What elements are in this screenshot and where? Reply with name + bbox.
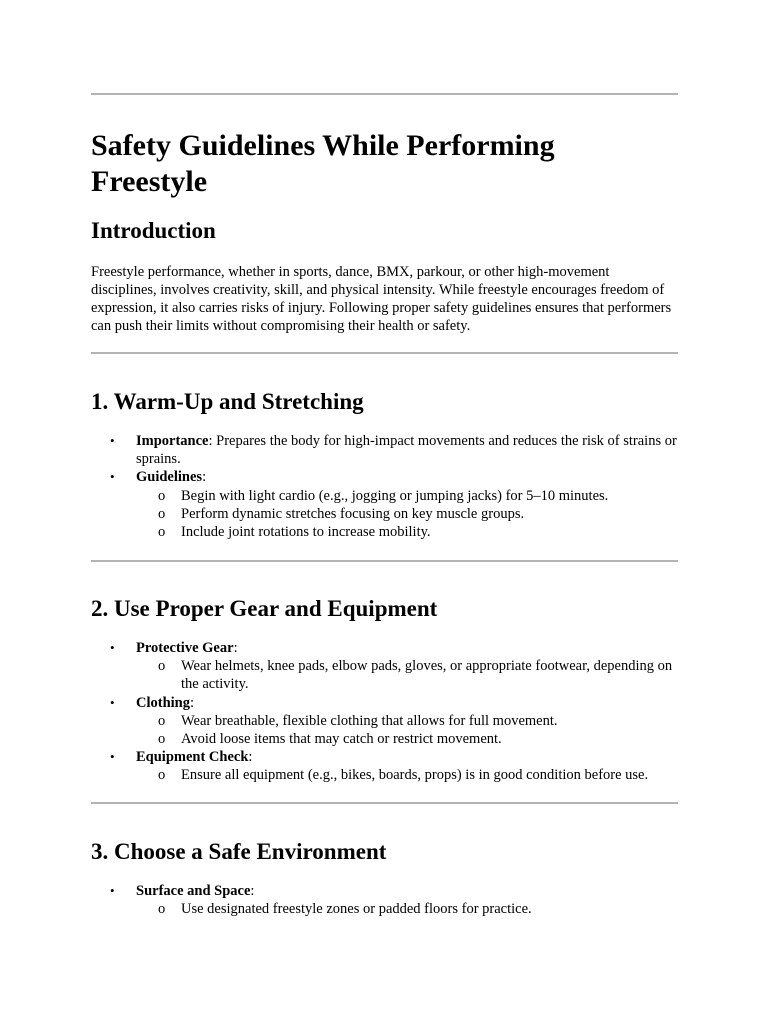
sub-bullet-icon: o bbox=[158, 487, 166, 504]
bullet-icon: • bbox=[110, 749, 115, 765]
bullet-icon: • bbox=[110, 640, 115, 655]
section-heading: 1. Warm-Up and Stretching bbox=[91, 389, 364, 414]
bullet-icon: • bbox=[110, 433, 115, 448]
item-label: Protective Gear bbox=[136, 640, 234, 656]
sub-list-item bbox=[136, 657, 678, 693]
item-label: Guidelines bbox=[136, 469, 203, 486]
item-text: : bbox=[233, 640, 238, 656]
item-text: : Prepares the body for high-impact movements and reduces the risk of strains or sprains. bbox=[136, 433, 677, 468]
item-text: : bbox=[250, 883, 255, 899]
bullet-icon: • bbox=[110, 883, 115, 898]
sub-item-text: Avoid loose items that may catch or restrict movement. bbox=[181, 731, 502, 748]
sub-list-item bbox=[136, 505, 678, 523]
sub-list-item bbox=[136, 730, 678, 748]
section-list bbox=[91, 882, 678, 918]
sub-bullet-icon: o bbox=[158, 505, 166, 522]
intro-paragraph: Freestyle performance, whether in sports, dance, BMX, parkour, or other high-movement disciplines, involves creativity, skill, and physical intensity. While freestyle encourages freedom of expression, it also carries risks of injury. Following proper safety guidelines ensures that performers can push their limits without compromising their health or safety. bbox=[91, 264, 672, 334]
section-heading: 3. Choose a Safe Environment bbox=[91, 839, 387, 864]
sub-bullet-icon: o bbox=[158, 658, 166, 675]
list-item bbox=[91, 748, 678, 784]
horizontal-rule bbox=[91, 93, 678, 95]
list-item bbox=[91, 694, 678, 749]
sub-bullet-icon: o bbox=[158, 901, 166, 918]
item-label: Surface and Space bbox=[136, 883, 251, 899]
sub-list-item bbox=[136, 712, 678, 730]
sub-item-text: Use designated freestyle zones or padded floors for practice. bbox=[181, 901, 532, 918]
horizontal-rule bbox=[91, 352, 678, 354]
sub-list bbox=[136, 487, 678, 542]
sub-list-item bbox=[136, 523, 678, 541]
section-list bbox=[91, 432, 678, 541]
item-text: : bbox=[248, 749, 253, 766]
item-text: : bbox=[190, 694, 195, 711]
sub-item-text: Begin with light cardio (e.g., jogging or jumping jacks) for 5–10 minutes. bbox=[181, 487, 609, 504]
sub-list-item bbox=[136, 900, 678, 918]
sub-list bbox=[136, 766, 678, 784]
list-item bbox=[91, 468, 678, 541]
bullet-icon: • bbox=[110, 694, 115, 710]
sub-item-text: Include joint rotations to increase mobility. bbox=[181, 524, 431, 541]
sub-list bbox=[136, 900, 678, 918]
item-label: Clothing bbox=[136, 694, 190, 711]
list-item bbox=[91, 882, 678, 918]
sub-bullet-icon: o bbox=[158, 731, 166, 748]
document-title: Safety Guidelines While Performing Freestyle bbox=[91, 129, 555, 198]
item-label: Equipment Check bbox=[136, 749, 249, 766]
intro-heading: Introduction bbox=[91, 218, 216, 243]
sub-bullet-icon: o bbox=[158, 767, 166, 784]
sub-list-item bbox=[136, 766, 678, 784]
section-heading: 2. Use Proper Gear and Equipment bbox=[91, 596, 438, 621]
item-label: Importance bbox=[136, 433, 209, 449]
item-text: : bbox=[202, 469, 207, 486]
sub-bullet-icon: o bbox=[158, 712, 166, 729]
section-list bbox=[91, 639, 678, 785]
sub-list bbox=[136, 657, 678, 693]
sub-item-text: Perform dynamic stretches focusing on key muscle groups. bbox=[181, 505, 525, 522]
horizontal-rule bbox=[91, 802, 678, 804]
sub-bullet-icon: o bbox=[158, 524, 166, 541]
list-item bbox=[91, 432, 678, 468]
sub-item-text: Wear helmets, knee pads, elbow pads, gloves, or appropriate footwear, depending on the activity. bbox=[181, 658, 673, 693]
bullet-icon: • bbox=[110, 469, 115, 485]
horizontal-rule bbox=[91, 560, 678, 562]
sub-item-text: Ensure all equipment (e.g., bikes, boards, props) is in good condition before use. bbox=[181, 767, 649, 784]
list-item bbox=[91, 639, 678, 694]
sub-item-text: Wear breathable, flexible clothing that allows for full movement. bbox=[181, 712, 558, 729]
sub-list-item bbox=[136, 487, 678, 505]
sub-list bbox=[136, 712, 678, 748]
